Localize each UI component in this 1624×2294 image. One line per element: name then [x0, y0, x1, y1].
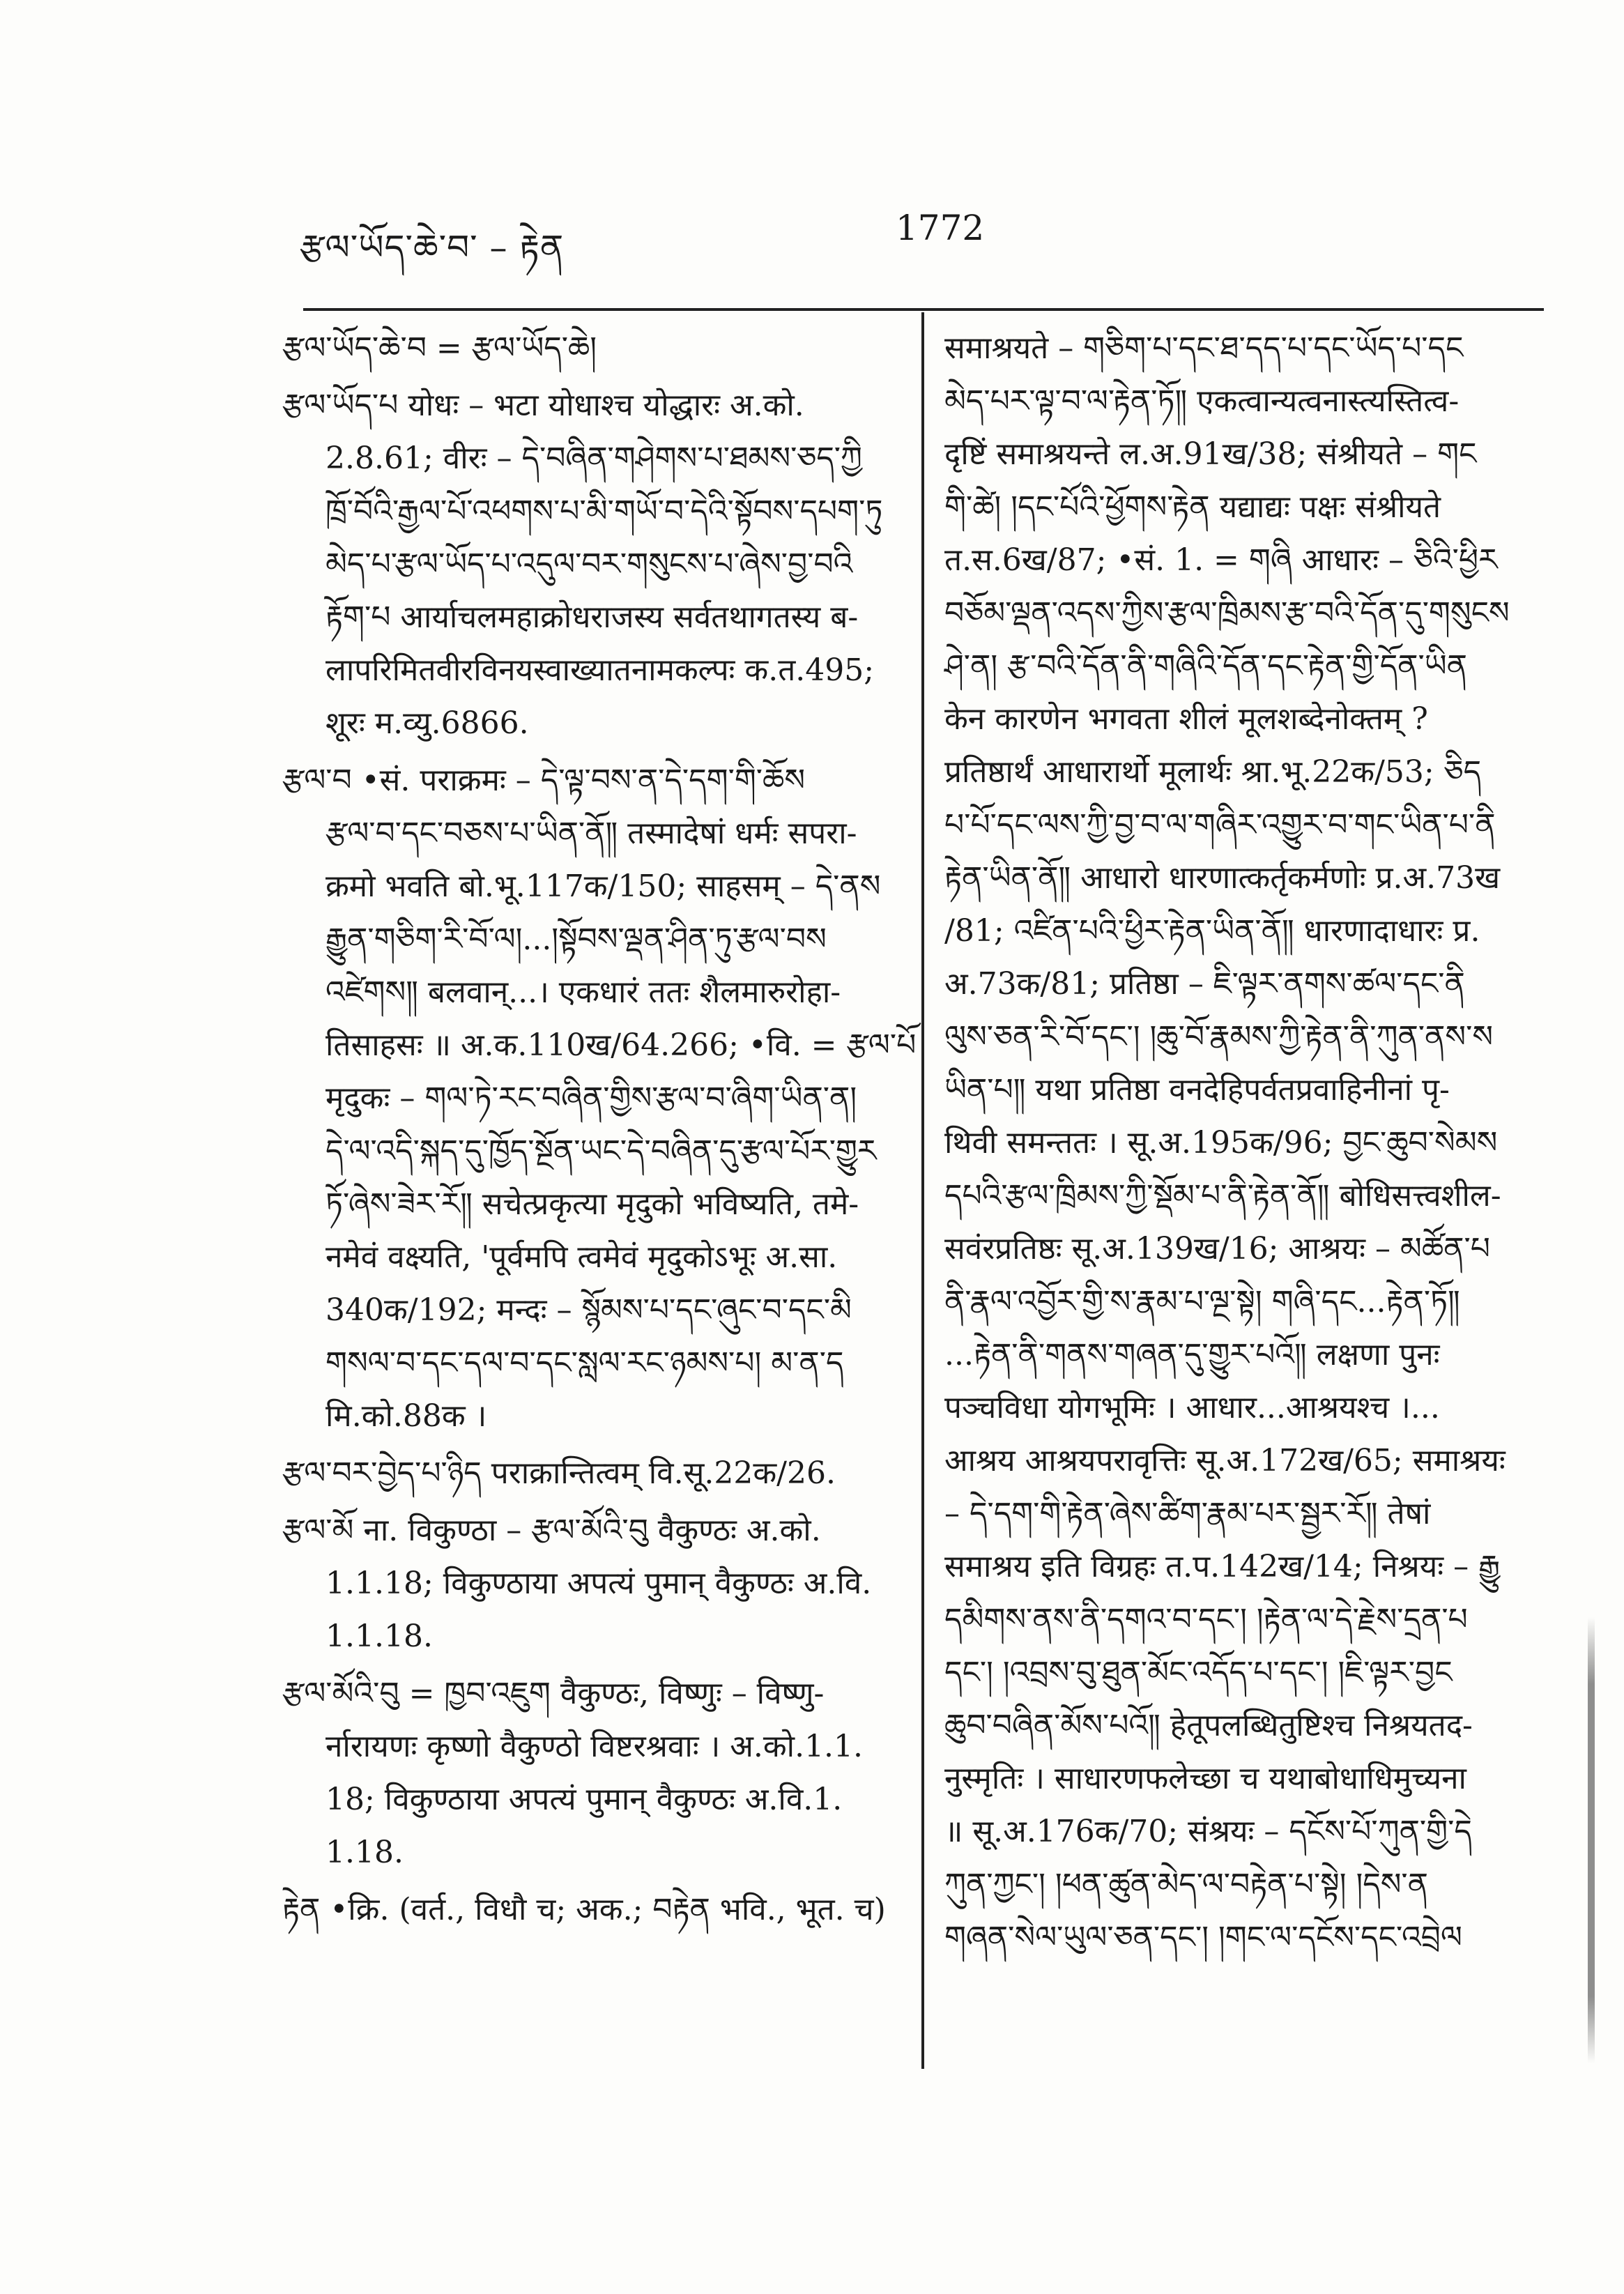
entry-line: – དེ་དག་གི་རྟེན་ཞེས་ཚིག་རྣམ་པར་སྦྱར་རོ༎ तेषां: [944, 1496, 1431, 1531]
entry-line: र्नारायणः कृष्णो वैकुण्ठो विष्टरश्रवाः । अ.को.1.1.: [325, 1729, 864, 1764]
entry-headword-line: རྩལ་བར་བྱེད་པ་ཉིད पराक्रान्तित्वम् वि.सू.22क/26.: [282, 1455, 836, 1491]
entry-line: 1.1.18.: [325, 1619, 433, 1654]
dictionary-entry: [282, 1447, 896, 1500]
entry-line: དཔའི་རྩལ་ཁྲིམས་ཀྱི་སྡོམ་པ་ནི་རྟེན་ནོ༎ बोधिसत्त्वशील-: [944, 1178, 1501, 1214]
entry-line: तिसाहसः ॥ अ.क.110ख/64.266; •वि. = རྩལ་པོ: [325, 1027, 917, 1063]
entry-line: རྟོག་པ आर्याचलमहाक्रोधराजस्य सर्वतथागतस्य ब-: [325, 599, 859, 635]
entry-line: त.स.6ख/87; •सं. 1. = གཞི आधारः – ཅིའི་ཕྱིར: [944, 542, 1498, 578]
entry-line: པ་པོ་དང་ལས་ཀྱི་བྱ་བ་ལ་གཞིར་འགྱུར་བ་གང་ཡིན་པ་ནི: [944, 807, 1496, 843]
entry-line: རྩལ་བ་དང་བཅས་པ་ཡིན་ནོ༎ तस्मादेषां धर्मः सपरा-: [325, 816, 857, 851]
dictionary-entry: [282, 322, 896, 375]
right-column: [944, 322, 1544, 1964]
page-number: 1772: [896, 208, 985, 248]
header-rule: [303, 308, 1544, 311]
entry-line: རྟེན་ཡིན་ནོ༎ आधारो धारणात्कर्तृकर्मणोः प्र.अ.73ख: [944, 860, 1501, 896]
entry-line: མེད་པར་ལྟ་བ་ལ་རྟེན་ཏོ༎ एकत्वान्यत्वनास्त्यस्तित्व-: [944, 383, 1460, 419]
entry-line: 2.8.61; वीरः – དེ་བཞིན་གཤེགས་པ་ཐམས་ཅད་ཀྱི: [325, 441, 863, 476]
entry-line: प्रतिष्ठार्थं आधारार्थो मूलार्थः श्रा.भू.22क/53; ཅིད: [944, 754, 1482, 790]
entry-line: थिवी समन्ततः । सू.अ.195क/96; བྱང་ཆུབ་སེམས: [944, 1125, 1498, 1161]
entry-headword-line: རྩལ་མོ ना. विकुण्ठा – རྩལ་མོའི་བུ वैकुण्ठः अ.को.: [282, 1513, 821, 1548]
entry-line: ཆུབ་བཞིན་མོས་པའོ༎ हेतूपलब्धितुष्टिश्च निश्रयतद-: [944, 1708, 1473, 1743]
entry-line: གཞན་སེལ་ཡུལ་ཅན་དང་། །གང་ལ་དངོས་དང་འབྲེལ: [944, 1920, 1462, 1955]
entry-line: क्रमो भवति बो.भू.117क/150; साहसम् – དེ་ནས: [325, 869, 881, 904]
entry-headword-line: རྟེན •क्रि. (वर्त., विधौ च; अक.; བརྟེན भवि., भूत. च): [282, 1892, 886, 1927]
entry-line: 18; विकुण्ठाया अपत्यं पुमान् वैकुण्ठः अ.वि.1.: [325, 1782, 843, 1817]
entry-headword-line: རྩལ་ཡོད་པ योधः – भटा योधाश्च योद्धारः अ.को.: [282, 388, 804, 423]
entry-line: नमेवं वक्ष्यति, 'पूर्वमपि त्वमेवं मृदुकोऽभूः अ.सा.: [325, 1239, 838, 1275]
dictionary-entry: [282, 754, 917, 1443]
entry-line: ལུས་ཅན་རི་བོ་དང་། །ཆུ་བོ་རྣམས་ཀྱི་རྟེན་ནི་ཀུན་ནས་ས: [944, 1019, 1494, 1055]
entry-line: ཏོ་ཞེས་ཟེར་རོ༎ सचेत्प्रकृत्या मृदुको भविष्यति, तमे-: [325, 1186, 859, 1222]
entry-line: ॥ सू.अ.176क/70; संश्रयः – དངོས་པོ་ཀུན་གྱི་དེ: [944, 1814, 1472, 1849]
entry-line: शूरः म.व्यु.6866.: [325, 705, 529, 741]
entry-headword-line: རྩལ་མོའི་བུ = ཁྱབ་འཇུག वैकुण्ठः, विष्णुः – विष्णु-: [282, 1676, 825, 1711]
entry-line: དམིགས་ནས་ནི་དགའ་བ་དང་། །རྟེན་ལ་དེ་རྗེས་དྲན་པ: [944, 1602, 1468, 1637]
entry-line: मि.को.88क ।: [325, 1398, 487, 1434]
entry-line: ཀུན་ཀྱང་། །ཕན་ཚུན་མེད་ལ་བརྟེན་པ་སྟེ། །དེས་ན: [944, 1867, 1428, 1902]
entry-line: རྒྱུན་གཅིག་རི་བོ་ལ།...།སྟོབས་ལྡན་ཤིན་ཏུ་རྩལ་བས: [325, 922, 827, 957]
entry-line: 340क/192; मन्दः – སྙོམས་པ་དང་ཞུང་བ་དང་མི: [325, 1292, 852, 1328]
entry-line: ནི་རྣལ་འབྱོར་གྱི་ས་རྣམ་པ་ལྔ་སྟེ། གཞི་དང...རྟེན་ཏོ༎: [944, 1284, 1460, 1320]
entry-line: आश्रय आश्रयपरावृत्तिः सू.अ.172ख/65; समाश्रयः: [944, 1443, 1506, 1478]
entry-headword-line: རྩལ་བ •सं. पराक्रमः – དེ་ལྟ་བས་ན་དེ་དག་གི་ཆོས: [282, 763, 806, 798]
entry-line: ཤེ་ན། རྩ་བའི་དོན་ནི་གཞིའི་དོན་དང་རྟེན་གྱི་དོན་ཡིན: [944, 648, 1468, 684]
entry-line: དེ་ལ་འདི་སྐད་དུ་ཁྱོད་སྔོན་ཡང་དེ་བཞིན་དུ་རྩལ་པོར་གྱུར: [325, 1133, 877, 1169]
entry-line: समाश्रयते – གཅིག་པ་དང་ཐ་དད་པ་དང་ཡོད་པ་དང: [944, 330, 1464, 366]
entry-line: ཁྲོ་བོའི་རྒྱལ་པོ་འཕགས་པ་མི་གཡོ་བ་དེའི་སྟོབས་དཔག་ཏུ: [325, 494, 883, 529]
entry-line: བཅོམ་ལྡན་འདས་ཀྱིས་རྩལ་ཁྲིམས་རྩ་བའི་དོན་དུ་གསུངས: [944, 595, 1510, 631]
entry-line: नुस्मृतिः । साधारणफलेच्छा च यथाबोधाधिमुच्यना: [944, 1761, 1466, 1796]
entry-line: ...རྟེན་ནི་གནས་གཞན་དུ་གྱུར་པའོ༎ लक्षणा पुनः: [944, 1337, 1440, 1372]
dictionary-entry: [282, 1504, 896, 1663]
entry-line: གི་ཚེ། །དང་པོའི་ཕྱོགས་རྟེན यद्याद्यः पक्षः संश्रीयते: [944, 489, 1441, 525]
entry-line: 1.1.18; विकुण्ठाया अपत्यं पुमान् वैकुण्ठः अ.वि.: [325, 1566, 872, 1601]
entry-line: གསལ་བ་དང་དལ་བ་དང་སླལ་རང་ཉམས་པ། མ་ན་ད: [325, 1345, 844, 1381]
entry-line: /81; འཛིན་པའི་ཕྱིར་རྟེན་ཡིན་ནོ༎ धारणादाधारः प्र.: [944, 913, 1480, 949]
page-header-left: རྩལ་ཡོད་ཆེ་བ་ – རྟེན: [300, 227, 565, 268]
entry-line: 1.18.: [325, 1835, 404, 1870]
entry-line: पञ्चविधा योगभूमिः । आधार...आश्रयश्च ।...: [944, 1390, 1440, 1425]
entry-line: मृदुकः – གལ་ཏེ་རང་བཞིན་གྱིས་རྩལ་བ་ཞིག་ཡིན་ན།: [325, 1080, 857, 1116]
entry-line: सवंरप्रतिष्ठः सू.अ.139ख/16; आश्रयः – མཚོན་པ: [944, 1231, 1490, 1267]
left-column: [282, 322, 917, 1941]
entry-line: दृष्टिं समाश्रयन्ते ल.अ.91ख/38; संश्रीयते – གང: [944, 436, 1477, 472]
dictionary-entry: [282, 1883, 896, 1936]
entry-line: དང་། །འབྲས་བུ་ཐུན་མོང་འདོད་པ་དང་། །ཇི་ལྟར་བྱང: [944, 1655, 1453, 1690]
entry-line: ཡིན་པ༎ यथा प्रतिष्ठा वनदेहिपर्वतप्रवाहिनीनां पृ-: [944, 1072, 1450, 1108]
dictionary-entry: [282, 1667, 896, 1879]
binding-shadow: [1588, 1617, 1595, 2063]
entry-line: लापरिमितवीरविनयस्वाख्यातनामकल्पः क.त.495;: [325, 652, 875, 688]
entry-line: केन कारणेन भगवता शीलं मूलशब्देनोक्तम् ?: [944, 701, 1428, 737]
entry-line: རྩལ་ཡོད་ཆེ་བ = རྩལ་ཡོད་ཆེ།: [282, 330, 597, 366]
entry-line: འཛེགས༎ बलवान्...। एकधारं ततः शैलमारुरोहा-: [325, 974, 841, 1010]
entry-line: མེད་པ་རྩལ་ཡོད་པ་འདུལ་བར་གསུངས་པ་ཞེས་བྱ་བའི: [325, 546, 853, 582]
entry-line: अ.73क/81; प्रतिष्ठा – ཇི་ལྟར་ནགས་ཚལ་དང་ནི: [944, 966, 1465, 1002]
dictionary-entry: [282, 379, 896, 750]
column-divider: [921, 312, 924, 2069]
entry-line: समाश्रय इति विग्रहः त.प.142ख/14; निश्रयः – རྒྱུ: [944, 1549, 1501, 1584]
